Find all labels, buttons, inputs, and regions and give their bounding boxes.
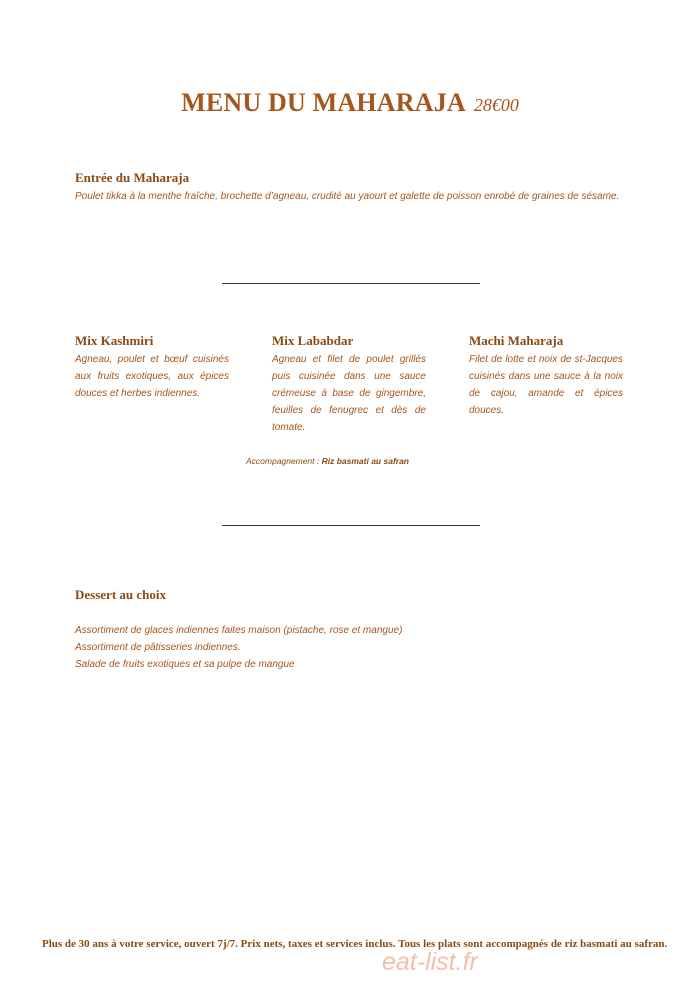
section-divider — [222, 283, 480, 284]
accompaniment-label: Accompagnement : — [246, 456, 322, 466]
main-heading-lababdar: Mix Lababdar — [272, 333, 354, 348]
main-heading-kashmiri: Mix Kashmiri — [75, 333, 154, 348]
dessert-item: Assortiment de glaces indiennes faites maison (pistache, rose et mangue) — [75, 625, 403, 636]
accompaniment-note — [246, 456, 409, 466]
menu-title — [0, 88, 700, 118]
dessert-heading: Dessert au choix — [75, 587, 166, 602]
watermark: eat-list.fr — [382, 948, 478, 976]
dessert-item: Salade de fruits exotiques et sa pulpe de mangue — [75, 659, 295, 670]
entree-description: Poulet tikka à la menthe fraîche, brochette d’agneau, crudité au yaourt et galette de poisson enrobé de graines de sésame. — [75, 191, 620, 202]
section-divider — [222, 525, 480, 526]
footer-note: Plus de 30 ans à votre service, ouvert 7j/7. Prix nets, taxes et services inclus. Tous les plats sont accompagnés de riz basmati au safran. — [42, 938, 668, 950]
dessert-item: Assortiment de pâtisseries indiennes. — [75, 642, 241, 653]
menu-price: 28€00 — [473, 95, 519, 115]
main-description-lababdar: Agneau et filet de poulet grillés puis cuisinée dans une sauce crémeuse à base de gingembre, feuilles de fenugrec et dès de tomate. — [272, 354, 426, 433]
main-heading-machi: Machi Maharaja — [469, 333, 564, 348]
accompaniment-value: Riz basmati au safran — [321, 456, 409, 466]
menu-title-text: MENU DU MAHARAJA — [181, 88, 466, 117]
entree-heading: Entrée du Maharaja — [75, 170, 190, 185]
main-description-kashmiri: Agneau, poulet et bœuf cuisinés aux fruits exotiques, aux épices douces et herbes indiennes. — [75, 354, 229, 399]
main-description-machi: Filet de lotte et noix de st-Jacques cuisinés dans une sauce à la noix de cajou, amande et épices douces. — [469, 354, 623, 416]
